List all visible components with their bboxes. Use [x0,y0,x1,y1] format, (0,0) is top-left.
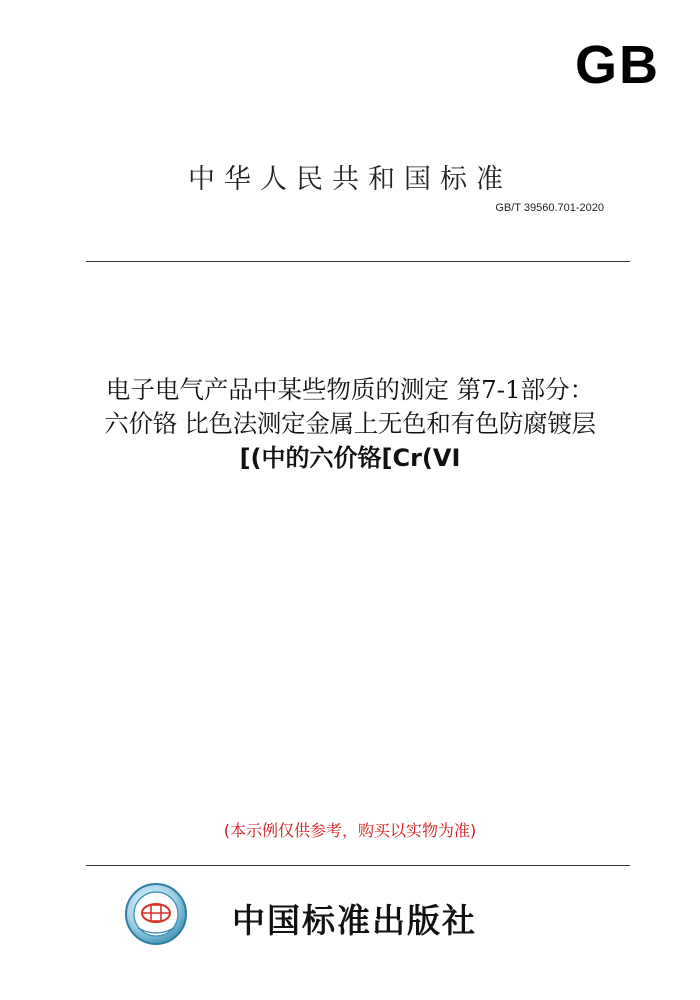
top-divider [86,261,630,262]
publisher-seal-icon [124,882,188,946]
standard-number: GB/T 39560.701-2020 [495,202,604,214]
gb-logo: GB [575,35,660,95]
standard-category-heading: 中华人民共和国标准 [188,164,512,195]
bottom-divider [86,865,630,866]
publisher-name: 中国标准出版社 [232,901,477,940]
title-line-3: [(中的六价铬[Cr(VI [239,444,461,472]
title-line-2: 六价铬 比色法测定金属上无色和有色防腐镀层 [104,409,596,438]
document-title [0,373,700,475]
title-line-1: 电子电气产品中某些物质的测定 第7-1部分： [105,375,595,404]
sample-notice: (本示例仅供参考，购买以实物为准) [223,821,477,840]
